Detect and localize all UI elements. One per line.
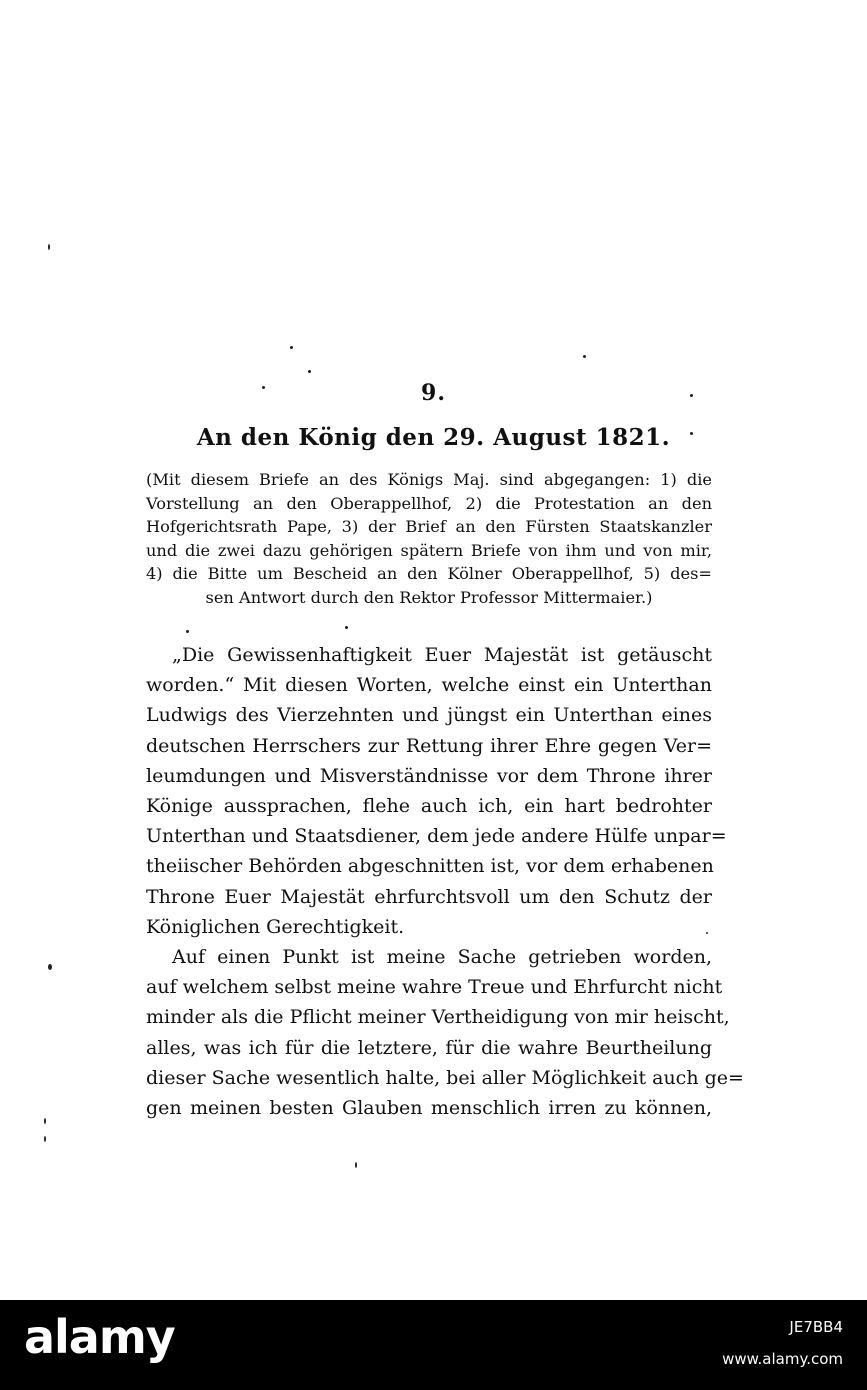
letter-heading: An den König den 29. August 1821. bbox=[196, 424, 671, 451]
body-line: minder als die Pflicht meiner Vertheidigung von mir heischt, bbox=[146, 1006, 730, 1029]
body-line: leumdungen und Misverständnisse vor dem Throne ihrer bbox=[146, 764, 712, 787]
body-line: worden.“ Mit diesen Worten, welche einst ein Unterthan bbox=[146, 674, 712, 697]
body-line: gen meinen besten Glauben menschlich irren zu können, bbox=[146, 1097, 712, 1120]
body-line: dieser Sache wesentlich halte, bei aller Möglichkeit auch ge= bbox=[146, 1066, 744, 1089]
body-line: auf welchem selbst meine wahre Treue und Ehrfurcht nicht bbox=[146, 976, 723, 999]
body-line: Ludwigs des Vierzehnten und jüngst ein Unterthan eines bbox=[146, 704, 712, 727]
body-line: theiischer Behörden abgeschnitten ist, vor dem erhabenen bbox=[146, 855, 714, 878]
note-line: Hofgerichtsrath Pape, 3) der Brief an den Fürsten Staatskanzler bbox=[146, 517, 712, 537]
note-line: Vorstellung an den Oberappellhof, 2) die Protestation an den bbox=[146, 493, 712, 513]
body-line: Unterthan und Staatsdiener, dem jede andere Hülfe unpar= bbox=[146, 825, 727, 848]
print-speck bbox=[48, 244, 50, 250]
note-line: (Mit diesem Briefe an des Königs Maj. sind abgegangen: 1) die bbox=[146, 470, 712, 489]
print-speck bbox=[186, 630, 189, 633]
print-speck bbox=[290, 346, 293, 349]
print-speck bbox=[44, 1136, 46, 1142]
print-speck bbox=[308, 370, 311, 373]
print-speck bbox=[583, 355, 586, 358]
note-line: sen Antwort durch den Rektor Professor Mittermaier.) bbox=[205, 587, 653, 607]
chapter-number: 9. bbox=[421, 380, 446, 406]
print-speck bbox=[345, 626, 348, 629]
body-line: Throne Euer Majestät ehrfurchtsvoll um den Schutz der bbox=[146, 885, 712, 908]
body-line: deutschen Herrschers zur Rettung ihrer Ehre gegen Ver= bbox=[146, 734, 712, 757]
print-speck bbox=[355, 1162, 357, 1168]
body-line: alles, was ich für die letztere, für die wahre Beurtheilung bbox=[146, 1036, 712, 1059]
body-line: Königlichen Gerechtigkeit. bbox=[146, 915, 405, 938]
body-line: Auf einen Punkt ist meine Sache getrieben worden, bbox=[172, 946, 712, 969]
print-speck bbox=[44, 1118, 46, 1124]
editorial-note bbox=[146, 468, 712, 610]
body-line: Könige aussprachen, flehe auch ich, ein hart bedrohter bbox=[146, 795, 712, 818]
watermark-url: www.alamy.com bbox=[722, 1350, 843, 1368]
body-line: „Die Gewissenhaftigkeit Euer Majestät ist getäuscht bbox=[172, 644, 712, 666]
note-line: 4) die Bitte um Bescheid an den Kölner Oberappellhof, 5) des= bbox=[146, 564, 712, 584]
watermark-logo: alamy bbox=[24, 1310, 175, 1364]
print-speck bbox=[48, 964, 52, 970]
letter-body bbox=[146, 640, 744, 1123]
watermark-image-id: JE7BB4 bbox=[789, 1318, 843, 1336]
note-line: und die zwei dazu gehörigen spätern Briefe von ihm und von mir, bbox=[146, 540, 712, 560]
